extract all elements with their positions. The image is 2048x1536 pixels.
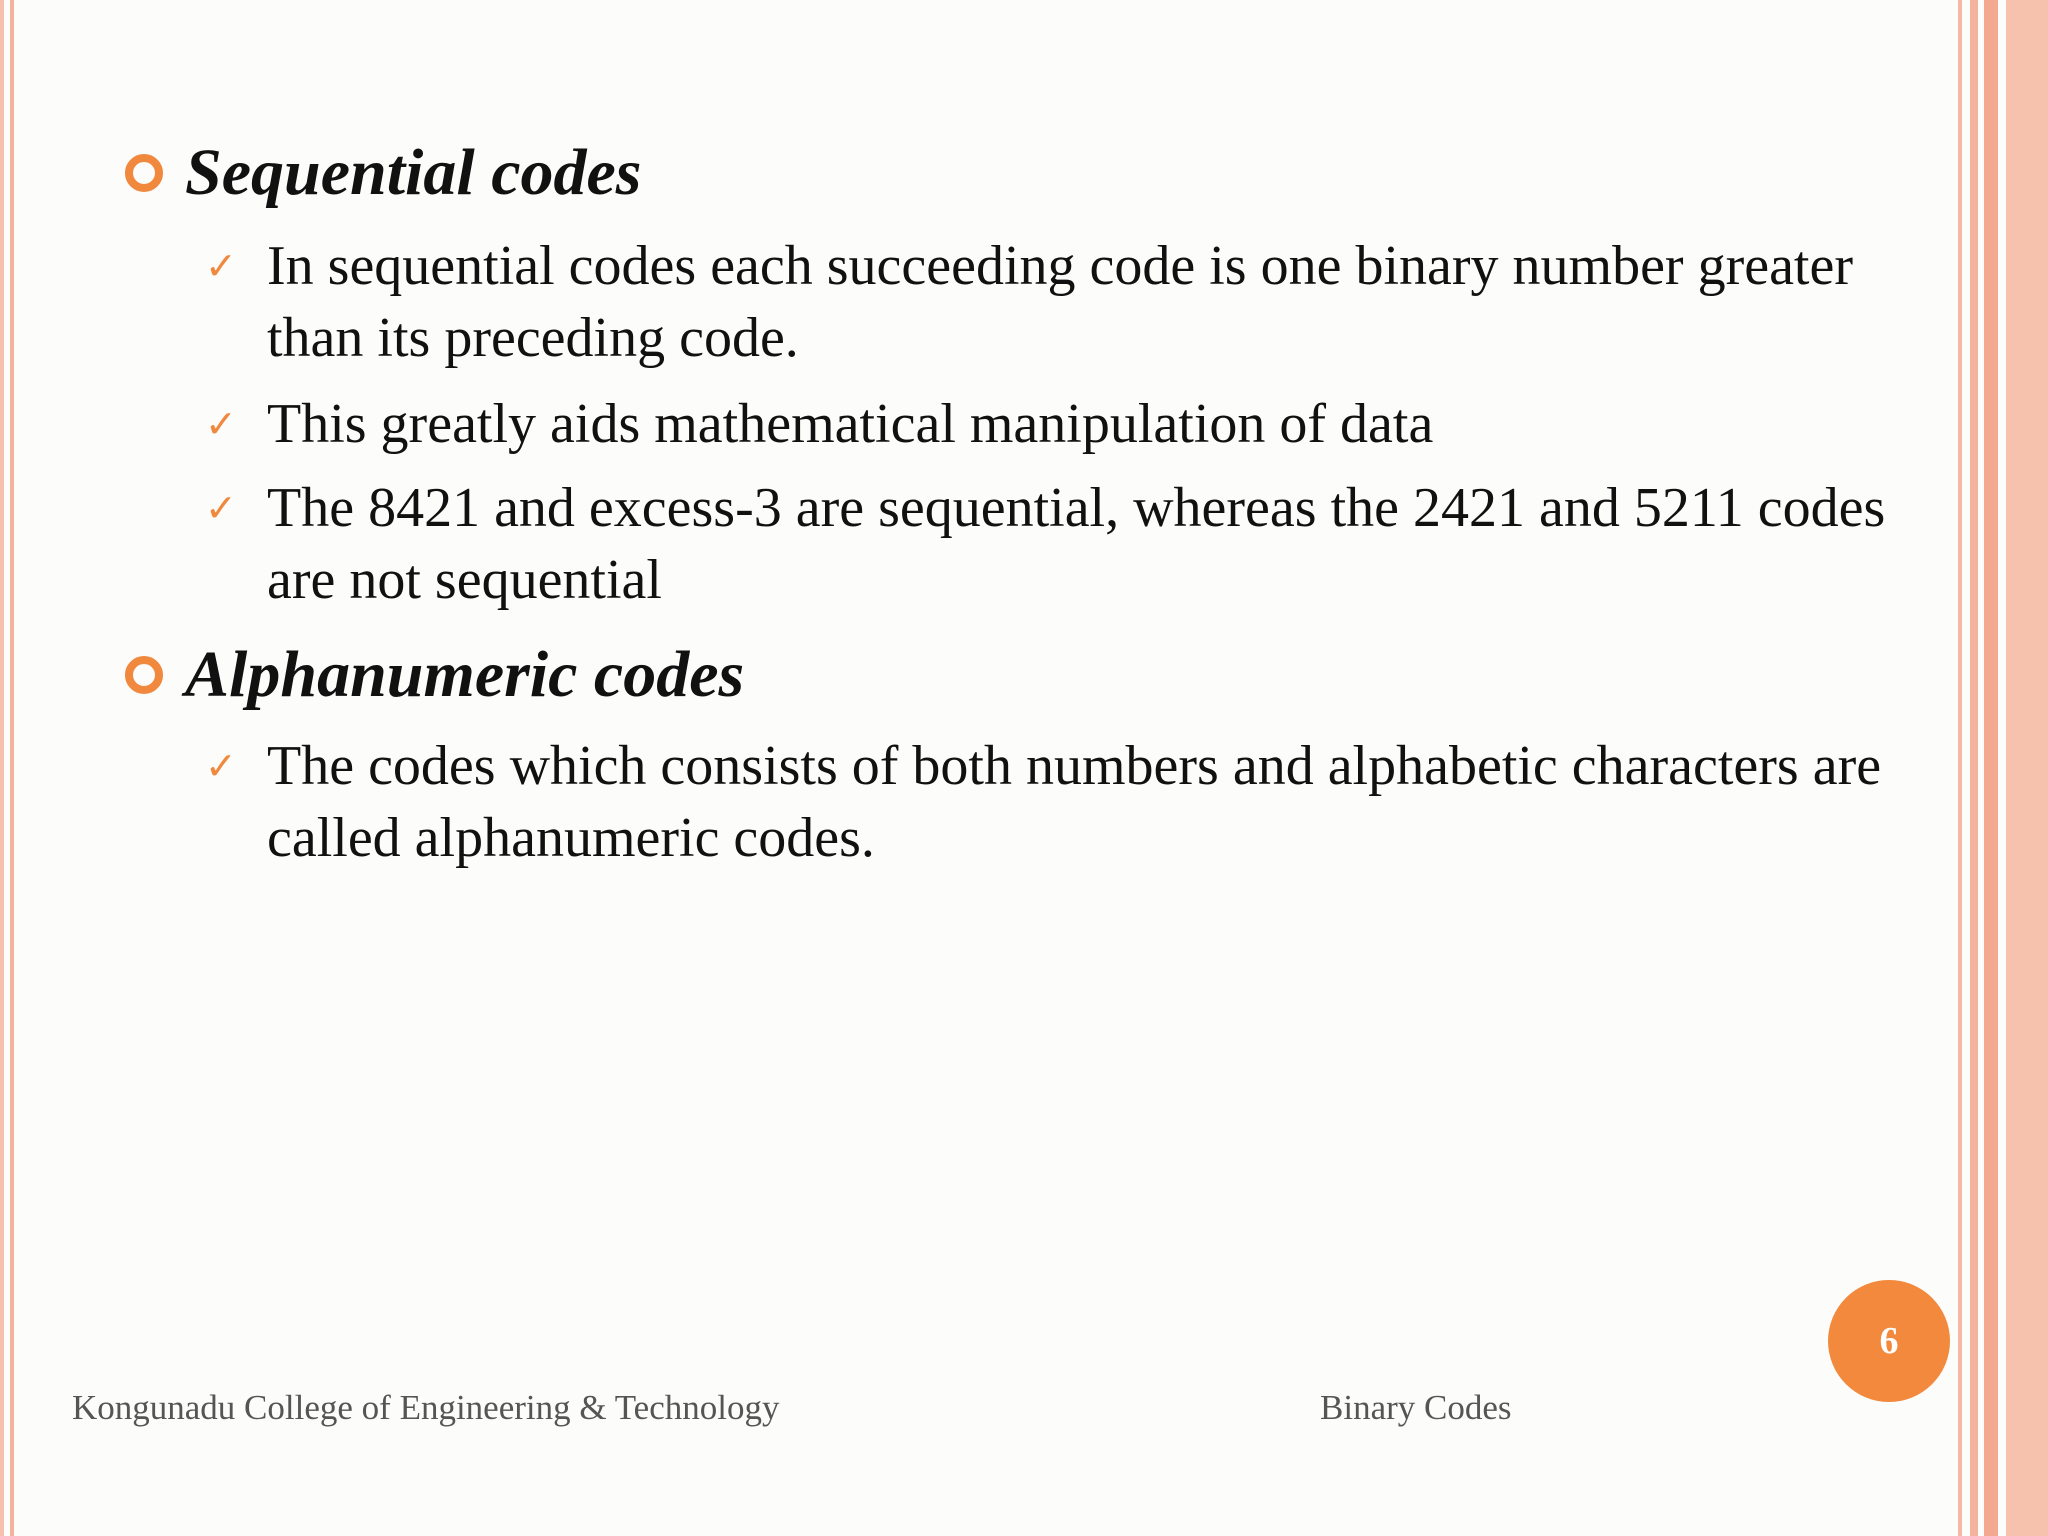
page-number-badge	[1828, 1280, 1950, 1402]
section-heading-sequential	[125, 136, 642, 209]
bullet-item	[205, 472, 1905, 616]
footer-topic: Binary Codes	[1320, 1388, 1512, 1427]
frame-stripe-right-4	[2006, 0, 2048, 1536]
checkmark-icon: ✓	[205, 402, 237, 446]
page-number: 6	[1879, 1320, 1899, 1362]
bullet-text: The 8421 and excess-3 are sequential, whereas the 2421 and 5211 codes are not sequential	[267, 477, 1886, 611]
bullet-text: In sequential codes each succeeding code is one binary number greater than its preceding code.	[267, 235, 1853, 369]
ring-bullet-icon	[125, 656, 163, 694]
frame-stripe-right-1	[1958, 0, 1962, 1536]
bullet-text: This greatly aids mathematical manipulation of data	[267, 393, 1434, 455]
section-heading-text: Alphanumeric codes	[185, 638, 745, 711]
bullet-item	[205, 730, 1905, 874]
bullet-text: The codes which consists of both numbers and alphabetic characters are called alphanumeric codes.	[267, 735, 1882, 869]
footer-institution: Kongunadu College of Engineering & Technology	[72, 1388, 780, 1427]
frame-stripe-right-3	[1984, 0, 1998, 1536]
bullet-item	[205, 388, 1905, 460]
section-heading-text: Sequential codes	[185, 136, 642, 209]
checkmark-icon: ✓	[205, 486, 237, 530]
checkmark-icon: ✓	[205, 244, 237, 288]
bullet-item	[205, 230, 1905, 374]
section-heading-alphanumeric	[125, 638, 745, 711]
frame-stripe-right-2	[1970, 0, 1978, 1536]
checkmark-icon: ✓	[205, 744, 237, 788]
ring-bullet-icon	[125, 154, 163, 192]
